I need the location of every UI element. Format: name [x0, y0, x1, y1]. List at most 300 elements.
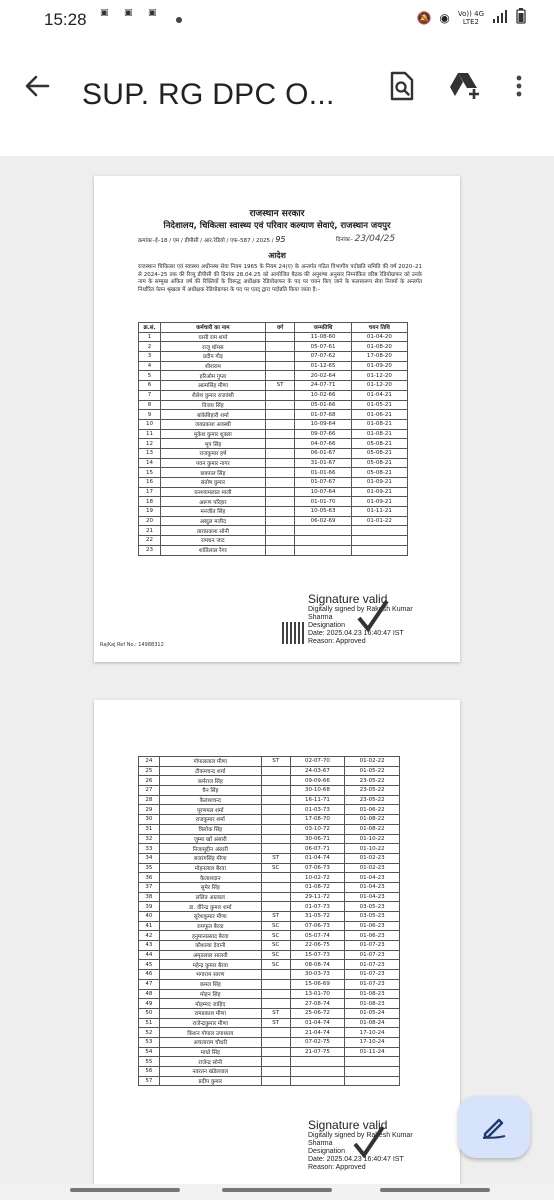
- table-cell: 01-12-65: [295, 361, 351, 371]
- table-cell: अचलाराम चौधरी: [159, 1037, 261, 1047]
- table-cell: ललित अग्रवाल: [159, 892, 261, 902]
- table-row: [139, 815, 400, 825]
- table-cell: त्रिलोक सिंह: [159, 824, 261, 834]
- table-row: [139, 766, 400, 776]
- table-cell: आत्मसिंह मीणा: [161, 381, 266, 391]
- table-cell: 01-10-22: [345, 844, 400, 854]
- nav-recent[interactable]: [70, 1188, 180, 1192]
- table-cell: भगाराम सारण: [159, 970, 261, 980]
- table-cell: शांतिलाल रैगर: [161, 545, 266, 555]
- table-row: [139, 892, 400, 902]
- table-cell: [265, 429, 295, 439]
- table-cell: [290, 1057, 345, 1067]
- table-cell: 31-01-67: [295, 458, 351, 468]
- table-cell: 24-07-71: [295, 381, 351, 391]
- table-cell: [265, 507, 295, 517]
- table-cell: बांकेबिहारी शर्मा: [161, 410, 266, 420]
- promotion-table-page-1: [138, 322, 408, 556]
- table-cell: [265, 516, 295, 526]
- table-cell: 23: [139, 545, 161, 555]
- table-cell: 10-02-72: [290, 873, 345, 883]
- table-cell: 29-11-72: [290, 892, 345, 902]
- table-cell: 47: [139, 979, 160, 989]
- table-cell: अरूण परिहार: [161, 497, 266, 507]
- table-header-row: [139, 323, 408, 333]
- table-cell: 01-09-21: [351, 487, 407, 497]
- table-cell: किशन गोपाल उपाध्याय: [159, 1028, 261, 1038]
- table-cell: 01-03-73: [290, 805, 345, 815]
- table-cell: पूरणमल शर्मा: [159, 805, 261, 815]
- signature-reason: Reason: Approved: [308, 638, 366, 645]
- column-header: कर्मचारी का नाम: [161, 323, 266, 333]
- nav-home[interactable]: [222, 1188, 332, 1192]
- table-row: [139, 1067, 400, 1077]
- table-cell: [261, 776, 290, 786]
- table-cell: 05-07-61: [295, 342, 351, 352]
- table-cell: [345, 1057, 400, 1067]
- table-row: [139, 912, 400, 922]
- table-cell: अब्दुल मजीद: [161, 516, 266, 526]
- table-cell: SC: [261, 950, 290, 960]
- table-cell: मोहनलाल बैरवा: [159, 863, 261, 873]
- table-cell: [265, 497, 295, 507]
- table-cell: 20-02-64: [295, 371, 351, 381]
- table-cell: 07-06-73: [290, 863, 345, 873]
- table-cell: राजकुमार शर्मा: [159, 815, 261, 825]
- table-cell: 05-08-21: [351, 439, 407, 449]
- table-row: [139, 419, 408, 429]
- table-cell: 15-06-69: [290, 979, 345, 989]
- notification-icon: ▣: [100, 8, 109, 18]
- table-row: [139, 882, 400, 892]
- nav-back[interactable]: [380, 1188, 490, 1192]
- table-cell: 54: [139, 1047, 160, 1057]
- table-cell: [265, 419, 295, 429]
- table-cell: 28: [139, 795, 160, 805]
- table-cell: 05-08-21: [351, 458, 407, 468]
- more-notifications-icon: [176, 17, 182, 23]
- rajkaj-ref: RajKaj Ref No.: 14988312: [100, 642, 164, 648]
- table-cell: [265, 545, 295, 555]
- table-cell: [265, 526, 295, 536]
- table-cell: 01-04-23: [345, 873, 400, 883]
- table-cell: 01-10-22: [345, 834, 400, 844]
- app-bar: [0, 40, 554, 156]
- table-cell: 01-04-21: [351, 390, 407, 400]
- table-cell: प्रदीप गौड़: [161, 352, 266, 362]
- table-cell: 03-05-23: [345, 902, 400, 912]
- table-row: [139, 410, 408, 420]
- table-cell: 06-07-71: [290, 844, 345, 854]
- table-cell: 01-07-23: [345, 941, 400, 951]
- table-cell: रामधन जाट: [161, 536, 266, 546]
- table-cell: [265, 468, 295, 478]
- battery-icon: [516, 8, 526, 27]
- table-cell: [265, 536, 295, 546]
- table-cell: 01-08-20: [351, 342, 407, 352]
- table-cell: 10-07-64: [295, 487, 351, 497]
- column-header: क्र.सं.: [139, 323, 161, 333]
- table-cell: 05-08-21: [351, 468, 407, 478]
- table-cell: 01-01-70: [295, 497, 351, 507]
- table-cell: 30-03-73: [290, 970, 345, 980]
- table-cell: [265, 410, 295, 420]
- table-cell: 17-10-24: [345, 1037, 400, 1047]
- table-cell: SC: [261, 931, 290, 941]
- promotion-table-page-2: [138, 756, 400, 1086]
- table-cell: [295, 526, 351, 536]
- table-cell: जुम्मा खाँ अंसारी: [159, 834, 261, 844]
- table-cell: ST: [261, 912, 290, 922]
- order-title: आदेश: [268, 251, 286, 260]
- table-cell: निजामुद्दीन अंसारी: [159, 844, 261, 854]
- table-cell: 53: [139, 1037, 160, 1047]
- table-row: [139, 805, 400, 815]
- table-cell: 40: [139, 912, 160, 922]
- table-cell: [261, 989, 290, 999]
- table-cell: 16: [139, 478, 161, 488]
- table-cell: 25-06-72: [290, 1008, 345, 1018]
- add-to-drive-button[interactable]: [446, 66, 486, 106]
- status-time: 15:28: [44, 10, 87, 29]
- table-cell: 13-01-70: [290, 989, 345, 999]
- table-cell: SC: [261, 863, 290, 873]
- table-row: [139, 834, 400, 844]
- table-cell: शीशराम: [161, 361, 266, 371]
- table-cell: [261, 970, 290, 980]
- table-cell: 01-08-23: [345, 989, 400, 999]
- table-cell: 01-12-20: [351, 381, 407, 391]
- table-cell: 09-09-66: [290, 776, 345, 786]
- table-cell: 01-06-21: [351, 410, 407, 420]
- table-cell: 33: [139, 844, 160, 854]
- table-cell: [261, 1037, 290, 1047]
- table-cell: 56: [139, 1067, 160, 1077]
- notification-icon: ▣: [124, 8, 133, 18]
- table-cell: जयप्रकाश अवस्थी: [161, 419, 266, 429]
- search-in-document-icon: [389, 71, 415, 101]
- table-cell: [261, 795, 290, 805]
- table-cell: 12: [139, 439, 161, 449]
- table-cell: 4: [139, 361, 161, 371]
- table-cell: 01-05-24: [345, 1008, 400, 1018]
- table-cell: 43: [139, 941, 160, 951]
- table-cell: [265, 458, 295, 468]
- table-cell: 17-08-20: [351, 352, 407, 362]
- table-row: [139, 776, 400, 786]
- signature-signer-2: Sharma: [308, 614, 333, 621]
- table-cell: 04-07-66: [295, 439, 351, 449]
- table-cell: 21-07-75: [290, 1047, 345, 1057]
- table-row: [139, 960, 400, 970]
- table-row: [139, 931, 400, 941]
- table-cell: मोहन सिंह: [159, 989, 261, 999]
- table-cell: विजय सिंह: [161, 400, 266, 410]
- table-cell: 01-12-20: [351, 371, 407, 381]
- table-cell: 01-05-22: [345, 766, 400, 776]
- table-cell: 6: [139, 381, 161, 391]
- signature-date: Date: 2025.04.23 16:40:47 IST: [308, 630, 404, 637]
- table-cell: 45: [139, 960, 160, 970]
- table-cell: [265, 332, 295, 342]
- table-cell: 11: [139, 429, 161, 439]
- table-row: [139, 1057, 400, 1067]
- pdf-viewer[interactable]: [0, 156, 554, 1200]
- table-cell: घनश्यामलाल माली: [161, 487, 266, 497]
- table-cell: 16-11-71: [290, 795, 345, 805]
- table-cell: 01-08-72: [290, 882, 345, 892]
- table-cell: 15: [139, 468, 161, 478]
- table-cell: [345, 1076, 400, 1086]
- table-row: [139, 478, 408, 488]
- table-row: [139, 941, 400, 951]
- table-cell: 23-05-22: [345, 795, 400, 805]
- table-cell: 10: [139, 419, 161, 429]
- table-cell: [265, 400, 295, 410]
- table-cell: 01-07-23: [345, 979, 400, 989]
- table-cell: 15-07-73: [290, 950, 345, 960]
- table-row: [139, 516, 408, 526]
- table-cell: 46: [139, 970, 160, 980]
- table-cell: [265, 390, 295, 400]
- signature-check-icon: [356, 598, 390, 634]
- table-cell: कौशल्या देवानी: [159, 941, 261, 951]
- table-cell: 9: [139, 410, 161, 420]
- table-cell: 07-02-75: [290, 1037, 345, 1047]
- table-row: [139, 1076, 400, 1086]
- table-cell: 05-01-66: [295, 400, 351, 410]
- table-cell: 1: [139, 332, 161, 342]
- table-cell: 30-10-68: [290, 786, 345, 796]
- table-row: [139, 429, 408, 439]
- table-cell: 05-07-74: [290, 931, 345, 941]
- table-row: [139, 497, 408, 507]
- table-row: [139, 371, 408, 381]
- table-cell: ST: [261, 853, 290, 863]
- table-cell: 20: [139, 516, 161, 526]
- table-cell: संतोष कुमार: [161, 478, 266, 488]
- table-row: [139, 757, 400, 767]
- table-cell: रामप्रकाश मीणा: [159, 1008, 261, 1018]
- table-row: [139, 507, 408, 517]
- table-cell: 01-11-21: [351, 507, 407, 517]
- table-cell: 06-01-67: [295, 448, 351, 458]
- table-cell: [261, 824, 290, 834]
- table-cell: [265, 371, 295, 381]
- table-cell: [261, 979, 290, 989]
- signature-date: Date: 2025.04.23 16:40:47 IST: [308, 1156, 404, 1163]
- table-row: [139, 824, 400, 834]
- table-row: [139, 390, 408, 400]
- table-cell: 01-07-23: [345, 950, 400, 960]
- qr-code: [282, 622, 304, 644]
- table-cell: मनजीत सिंह: [161, 507, 266, 517]
- signature-status: Signature valid: [308, 1118, 388, 1132]
- table-cell: रामफूल बैरवा: [159, 921, 261, 931]
- dept-header: निदेशालय, चिकित्सा स्वास्थ्य एवं परिवार कल्याण सेवाएं, राजस्थान जयपुर: [163, 221, 391, 231]
- table-cell: डा. वीरेन्द्र कुमार शर्मा: [159, 902, 261, 912]
- signature-signer: Digitally signed by Rakesh Kumar: [308, 1132, 413, 1139]
- table-cell: 01-06-23: [345, 931, 400, 941]
- table-cell: 14: [139, 458, 161, 468]
- table-cell: छत्रपाल सिंह: [161, 468, 266, 478]
- table-cell: ताराप्रकाश सोनी: [161, 526, 266, 536]
- table-cell: सुरेशकुमार मीणा: [159, 912, 261, 922]
- table-cell: [265, 478, 295, 488]
- table-cell: शैलेश कुमार राजवंशी: [161, 390, 266, 400]
- table-cell: 01-04-23: [345, 892, 400, 902]
- table-cell: 07-07-62: [295, 352, 351, 362]
- table-cell: 36: [139, 873, 160, 883]
- table-cell: [261, 766, 290, 776]
- document-title: SUP. RG DPC O...: [82, 78, 335, 111]
- table-cell: [261, 1067, 290, 1077]
- table-cell: [265, 487, 295, 497]
- table-cell: 21: [139, 526, 161, 536]
- table-row: [139, 795, 400, 805]
- table-cell: राजू थॉमस: [161, 342, 266, 352]
- table-cell: 01-07-73: [290, 902, 345, 912]
- table-cell: 57: [139, 1076, 160, 1086]
- table-cell: 03-05-23: [345, 912, 400, 922]
- table-cell: सुमेर सिंह: [159, 882, 261, 892]
- table-cell: 01-05-21: [351, 400, 407, 410]
- table-row: [139, 979, 400, 989]
- table-cell: [351, 536, 407, 546]
- table-cell: 01-08-24: [345, 1018, 400, 1028]
- table-cell: 02-07-70: [290, 757, 345, 767]
- table-cell: 49: [139, 999, 160, 1009]
- table-row: [139, 921, 400, 931]
- table-cell: 35: [139, 863, 160, 873]
- table-cell: 30-06-71: [290, 834, 345, 844]
- table-cell: 01-11-24: [345, 1047, 400, 1057]
- table-cell: 01-02-23: [345, 863, 400, 873]
- table-row: [139, 381, 408, 391]
- table-cell: [265, 352, 295, 362]
- table-cell: 03-10-72: [290, 824, 345, 834]
- table-cell: भूप सिंह: [161, 439, 266, 449]
- table-cell: 30: [139, 815, 160, 825]
- table-cell: 5: [139, 371, 161, 381]
- network-label: Vo)) 4G LTE2: [457, 9, 484, 26]
- table-cell: [295, 545, 351, 555]
- mute-icon: 🔕: [416, 10, 432, 25]
- table-cell: कमल सिंह: [159, 979, 261, 989]
- table-cell: [261, 815, 290, 825]
- table-cell: राजेन्द्र सोनी: [159, 1057, 261, 1067]
- table-cell: 01-09-20: [351, 361, 407, 371]
- table-cell: 01-07-68: [295, 410, 351, 420]
- table-cell: SC: [261, 941, 290, 951]
- table-cell: 44: [139, 950, 160, 960]
- search-in-document-button[interactable]: [382, 66, 422, 106]
- table-cell: 31-05-72: [290, 912, 345, 922]
- table-row: [139, 863, 400, 873]
- back-button[interactable]: [20, 68, 56, 104]
- table-cell: 27-08-74: [290, 999, 345, 1009]
- signature-signer: Digitally signed by Rakesh Kumar: [308, 606, 413, 613]
- table-row: [139, 526, 408, 536]
- table-cell: 01-06-22: [345, 805, 400, 815]
- table-cell: 42: [139, 931, 160, 941]
- table-row: [139, 448, 408, 458]
- table-row: [139, 989, 400, 999]
- table-cell: 38: [139, 892, 160, 902]
- table-cell: 01-07-23: [345, 960, 400, 970]
- table-cell: [345, 1067, 400, 1077]
- table-cell: राजकुमार हर्ष: [161, 448, 266, 458]
- table-cell: 01-04-23: [345, 882, 400, 892]
- table-cell: [261, 844, 290, 854]
- annotate-fab[interactable]: [458, 1096, 530, 1158]
- table-row: [139, 786, 400, 796]
- table-cell: चैन सिंह: [159, 786, 261, 796]
- table-cell: 23-05-22: [345, 776, 400, 786]
- order-date: दिनांकः– 23/04/25: [336, 234, 396, 244]
- table-cell: 10-09-64: [295, 419, 351, 429]
- table-cell: 41: [139, 921, 160, 931]
- table-row: [139, 545, 408, 555]
- status-icons: [416, 8, 526, 27]
- table-cell: हरिओम गुप्ता: [161, 371, 266, 381]
- table-cell: 10-05-63: [295, 507, 351, 517]
- location-icon: ◉: [439, 10, 450, 25]
- table-cell: प्रदीप कुमार: [159, 1076, 261, 1086]
- table-cell: टीकमचन्द शर्मा: [159, 766, 261, 776]
- table-cell: 01-07-23: [345, 970, 400, 980]
- table-cell: 01-06-23: [345, 921, 400, 931]
- column-header: चयन तिथि: [351, 323, 407, 333]
- table-cell: 23-05-22: [345, 786, 400, 796]
- table-cell: 50: [139, 1008, 160, 1018]
- table-row: [139, 458, 408, 468]
- table-cell: [265, 361, 295, 371]
- table-cell: कैलाशदान: [159, 873, 261, 883]
- system-nav-bar: [0, 1184, 554, 1200]
- table-cell: पवन कुमार नागर: [161, 458, 266, 468]
- table-row: [139, 332, 408, 342]
- table-cell: 01-08-22: [345, 824, 400, 834]
- table-cell: 01-02-22: [345, 757, 400, 767]
- table-cell: 01-01-66: [295, 468, 351, 478]
- table-cell: 51: [139, 1018, 160, 1028]
- table-cell: ST: [265, 381, 295, 391]
- table-cell: 55: [139, 1057, 160, 1067]
- table-cell: [261, 999, 290, 1009]
- table-cell: 25: [139, 766, 160, 776]
- table-cell: 07-06-73: [290, 921, 345, 931]
- table-cell: 24-03-67: [290, 766, 345, 776]
- table-cell: 01-08-22: [345, 815, 400, 825]
- table-cell: 17: [139, 487, 161, 497]
- order-paragraph: राजस्थान चिकित्सा एवं स्वास्थ्य अधीनस्थ सेवा नियम 1965 के नियम 24(ए) के अन्तर्गत गठित विभागीय पदोन्नति समिति की वर्ष 2020–21 से 2024–25 तक की रिव्यू डीपीसी की दिनांक 28.04.25 को आयोजित बैठक की अनुशंषा अनुसार निम्नांकित वरिष्ठ रेडियोग्राफर को उनके नाम के सम्मुख अंकित वर्ष की रिक्तियों के विरूद्ध अधीक्षक रेडियोग्राफर के पद पर चयन किए जाने के फलस्वरूप सेवा नियमों के अन्तर्गत निर्धारित वेतन श्रृंखला में अधीक्षक रेडियोग्राफर के पद पर एतद् द्वारा पदोन्नति किया जाता है:–: [138, 264, 422, 293]
- signature-designation: Designation: [308, 1148, 345, 1155]
- table-cell: 01-09-21: [351, 478, 407, 488]
- more-options-button[interactable]: [504, 66, 534, 106]
- table-row: [139, 468, 408, 478]
- column-header: जन्मतिथि: [295, 323, 351, 333]
- table-row: [139, 342, 408, 352]
- table-cell: [351, 526, 407, 536]
- table-row: [139, 873, 400, 883]
- table-cell: 10-02-66: [295, 390, 351, 400]
- table-row: [139, 439, 408, 449]
- table-cell: 13: [139, 448, 161, 458]
- table-cell: 09-07-66: [295, 429, 351, 439]
- column-header: वर्ग: [265, 323, 295, 333]
- table-cell: 34: [139, 853, 160, 863]
